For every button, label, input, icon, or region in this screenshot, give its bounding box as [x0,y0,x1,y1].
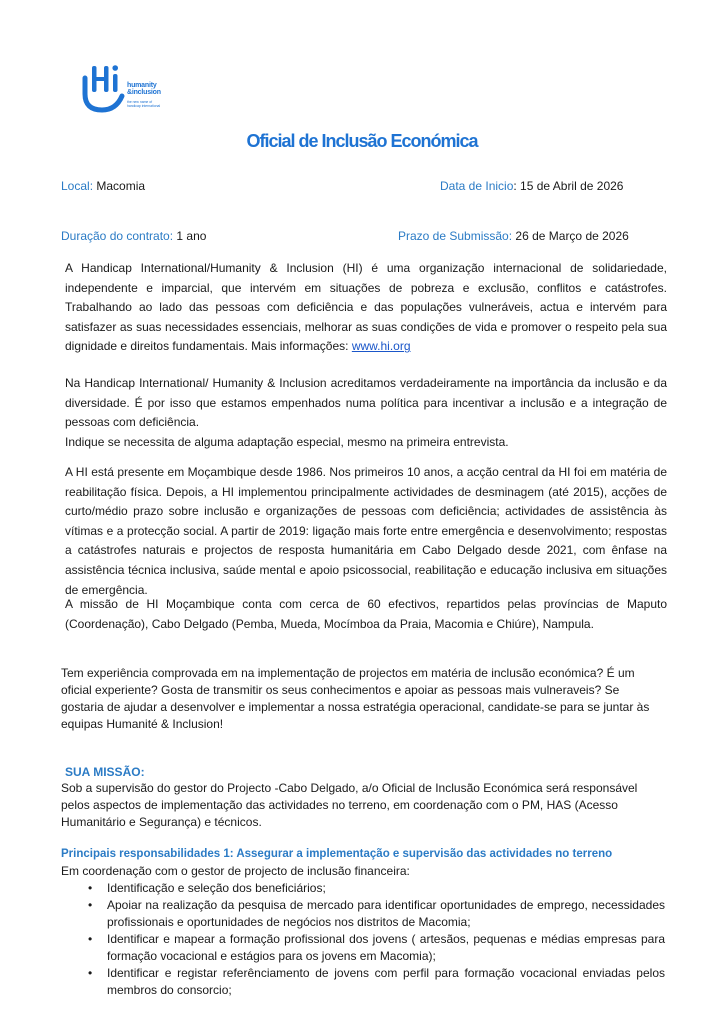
intro-text: A Handicap International/Humanity & Inclusion (HI) é uma organização internacional de solidariedade, independente e imparcial, que intervém em situações de pobreza e exclusão, conflitos e catástrofes. Trabalhando ao lado das pessoas com deficiência e das populações vulneráveis, actua e intervém para satisfazer as suas necessidades essenciais, melhorar as suas condições de vida e promover o respeito pela sua dignidade e direitos fundamentais. Mais informações: [65,261,667,354]
list-item [61,880,665,897]
list-item [61,897,665,931]
hand-logo-icon [80,60,126,114]
list-item-text: Identificar e registar referênciamento de jovens com perfil para formação vocacional enviadas pelos membros do consorcio; [107,966,665,997]
hi-logo [80,60,180,115]
intro-paragraph [65,259,667,357]
sua-missao-heading: SUA MISSÃO: [65,765,145,779]
start-date-label: Data de Inicio [440,179,514,193]
submission-deadline-field [398,229,629,243]
start-date-field [440,179,623,193]
adaptation-note: Indique se necessita de alguma adaptação especial, mesmo na primeira entrevista. [65,434,509,449]
contract-duration-field [61,229,206,243]
location-field [61,179,145,193]
logo-tagline-line2: handicap international [127,104,161,108]
logo-brand-text [127,82,161,96]
location-value: Macomia [96,179,146,193]
bullet-icon: • [88,898,93,912]
website-link[interactable]: www.hi.org [351,339,411,354]
mission-team-paragraph: A missão de HI Moçambique conta com cerca de 60 efectivos, repartidos pelas províncias de Maputo (Coordenação), Cabo Delgado (Pemba, Mueda, Mocímboa da Praia, Macomia e Chiúre), Nampula. [65,597,667,631]
list-item [61,965,665,999]
page-title: Oficial de Inclusão Económica [246,131,478,151]
logo-tagline-line1: the new name of [127,100,153,104]
bullet-icon: • [88,881,93,895]
location-label: Local: [61,179,94,193]
submission-deadline-value: 26 de Março de 2026 [515,229,629,243]
sua-missao-text: Sob a supervisão do gestor do Projecto -Cabo Delgado, a/o Oficial de Inclusão Económica será responsável pelos aspectos de implementação das actividades no terreno, em coordenação com o PM, HAS (Acesso Humanitário e Segurança) e técnicos. [61,781,638,829]
responsibilities-intro: Em coordenação com o gestor de projecto de inclusão financeira: [61,864,410,878]
contract-duration-value: 1 ano [176,229,207,243]
list-item-text: Identificação e seleção dos beneficiários; [107,881,326,895]
submission-deadline-label: Prazo de Submissão: [398,229,513,243]
list-item [61,931,665,965]
responsibilities-heading: Principais responsabilidades 1: Assegurar a implementação e supervisão das actividades no terreno [61,848,613,860]
logo-brand-line2: &inclusion [127,89,161,96]
logo-brand-line1: humanity [127,82,157,89]
pitch-paragraph: Tem experiência comprovada em na implementação de projectos em matéria de inclusão económica? É um oficial experiente? Gosta de transmitir os seus conhecimentos e apoiar as pessoas mais vulneraveis? Se gostaria de ajudar a desenvolver e implementar a nossa estratégia operacional, candidate-se para se juntar às equipas Humanité & Inclusion! [61,666,650,731]
logo-tagline [127,100,160,108]
list-item-text: Apoiar na realização da pesquisa de mercado para identificar oportunidades de emprego, necessidades profissionais e oportunidades de negócios nos distritos de Macomia; [107,898,665,929]
contract-duration-label: Duração do contrato: [61,229,174,243]
history-paragraph: A HI está presente em Moçambique desde 1986. Nos primeiros 10 anos, a acção central da HI foi em matéria de reabilitação física. Depois, a HI implementou principalmente actividades de desminagem (até 2015), acções de curto/médio prazo sobre inclusão e organizações de pessoas com deficiência; actividades de assistência às vítimas e a protecção social. A partir de 2019: ligação mais forte entre emergência e desenvolvimento; respostas a catástrofes naturais e projectos de resposta humanitária em Cabo Delgado desde 2021, com ênfase na assistência técnica inclusiva, saúde mental e apoio psicossocial, reabilitação e educação inclusiva em situações de emergência. [65,465,667,597]
list-item-text: Identificar e mapear a formação profissional dos jovens ( artesãos, pequenas e médias empresas para formação vocacional e estágios para os jovens em Macomia); [107,932,665,963]
responsibilities-list [61,880,665,999]
diversity-text: Na Handicap International/ Humanity & Inclusion acreditamos verdadeiramente na importância da inclusão e da diversidade. É por isso que estamos empenhados numa política para incentivar a inclusão e a integração de pessoas com deficiência. [65,376,667,430]
bullet-icon: • [88,932,93,946]
bullet-icon: • [88,966,93,980]
diversity-paragraph [65,374,667,452]
start-date-value: : 15 de Abril de 2026 [513,179,624,193]
